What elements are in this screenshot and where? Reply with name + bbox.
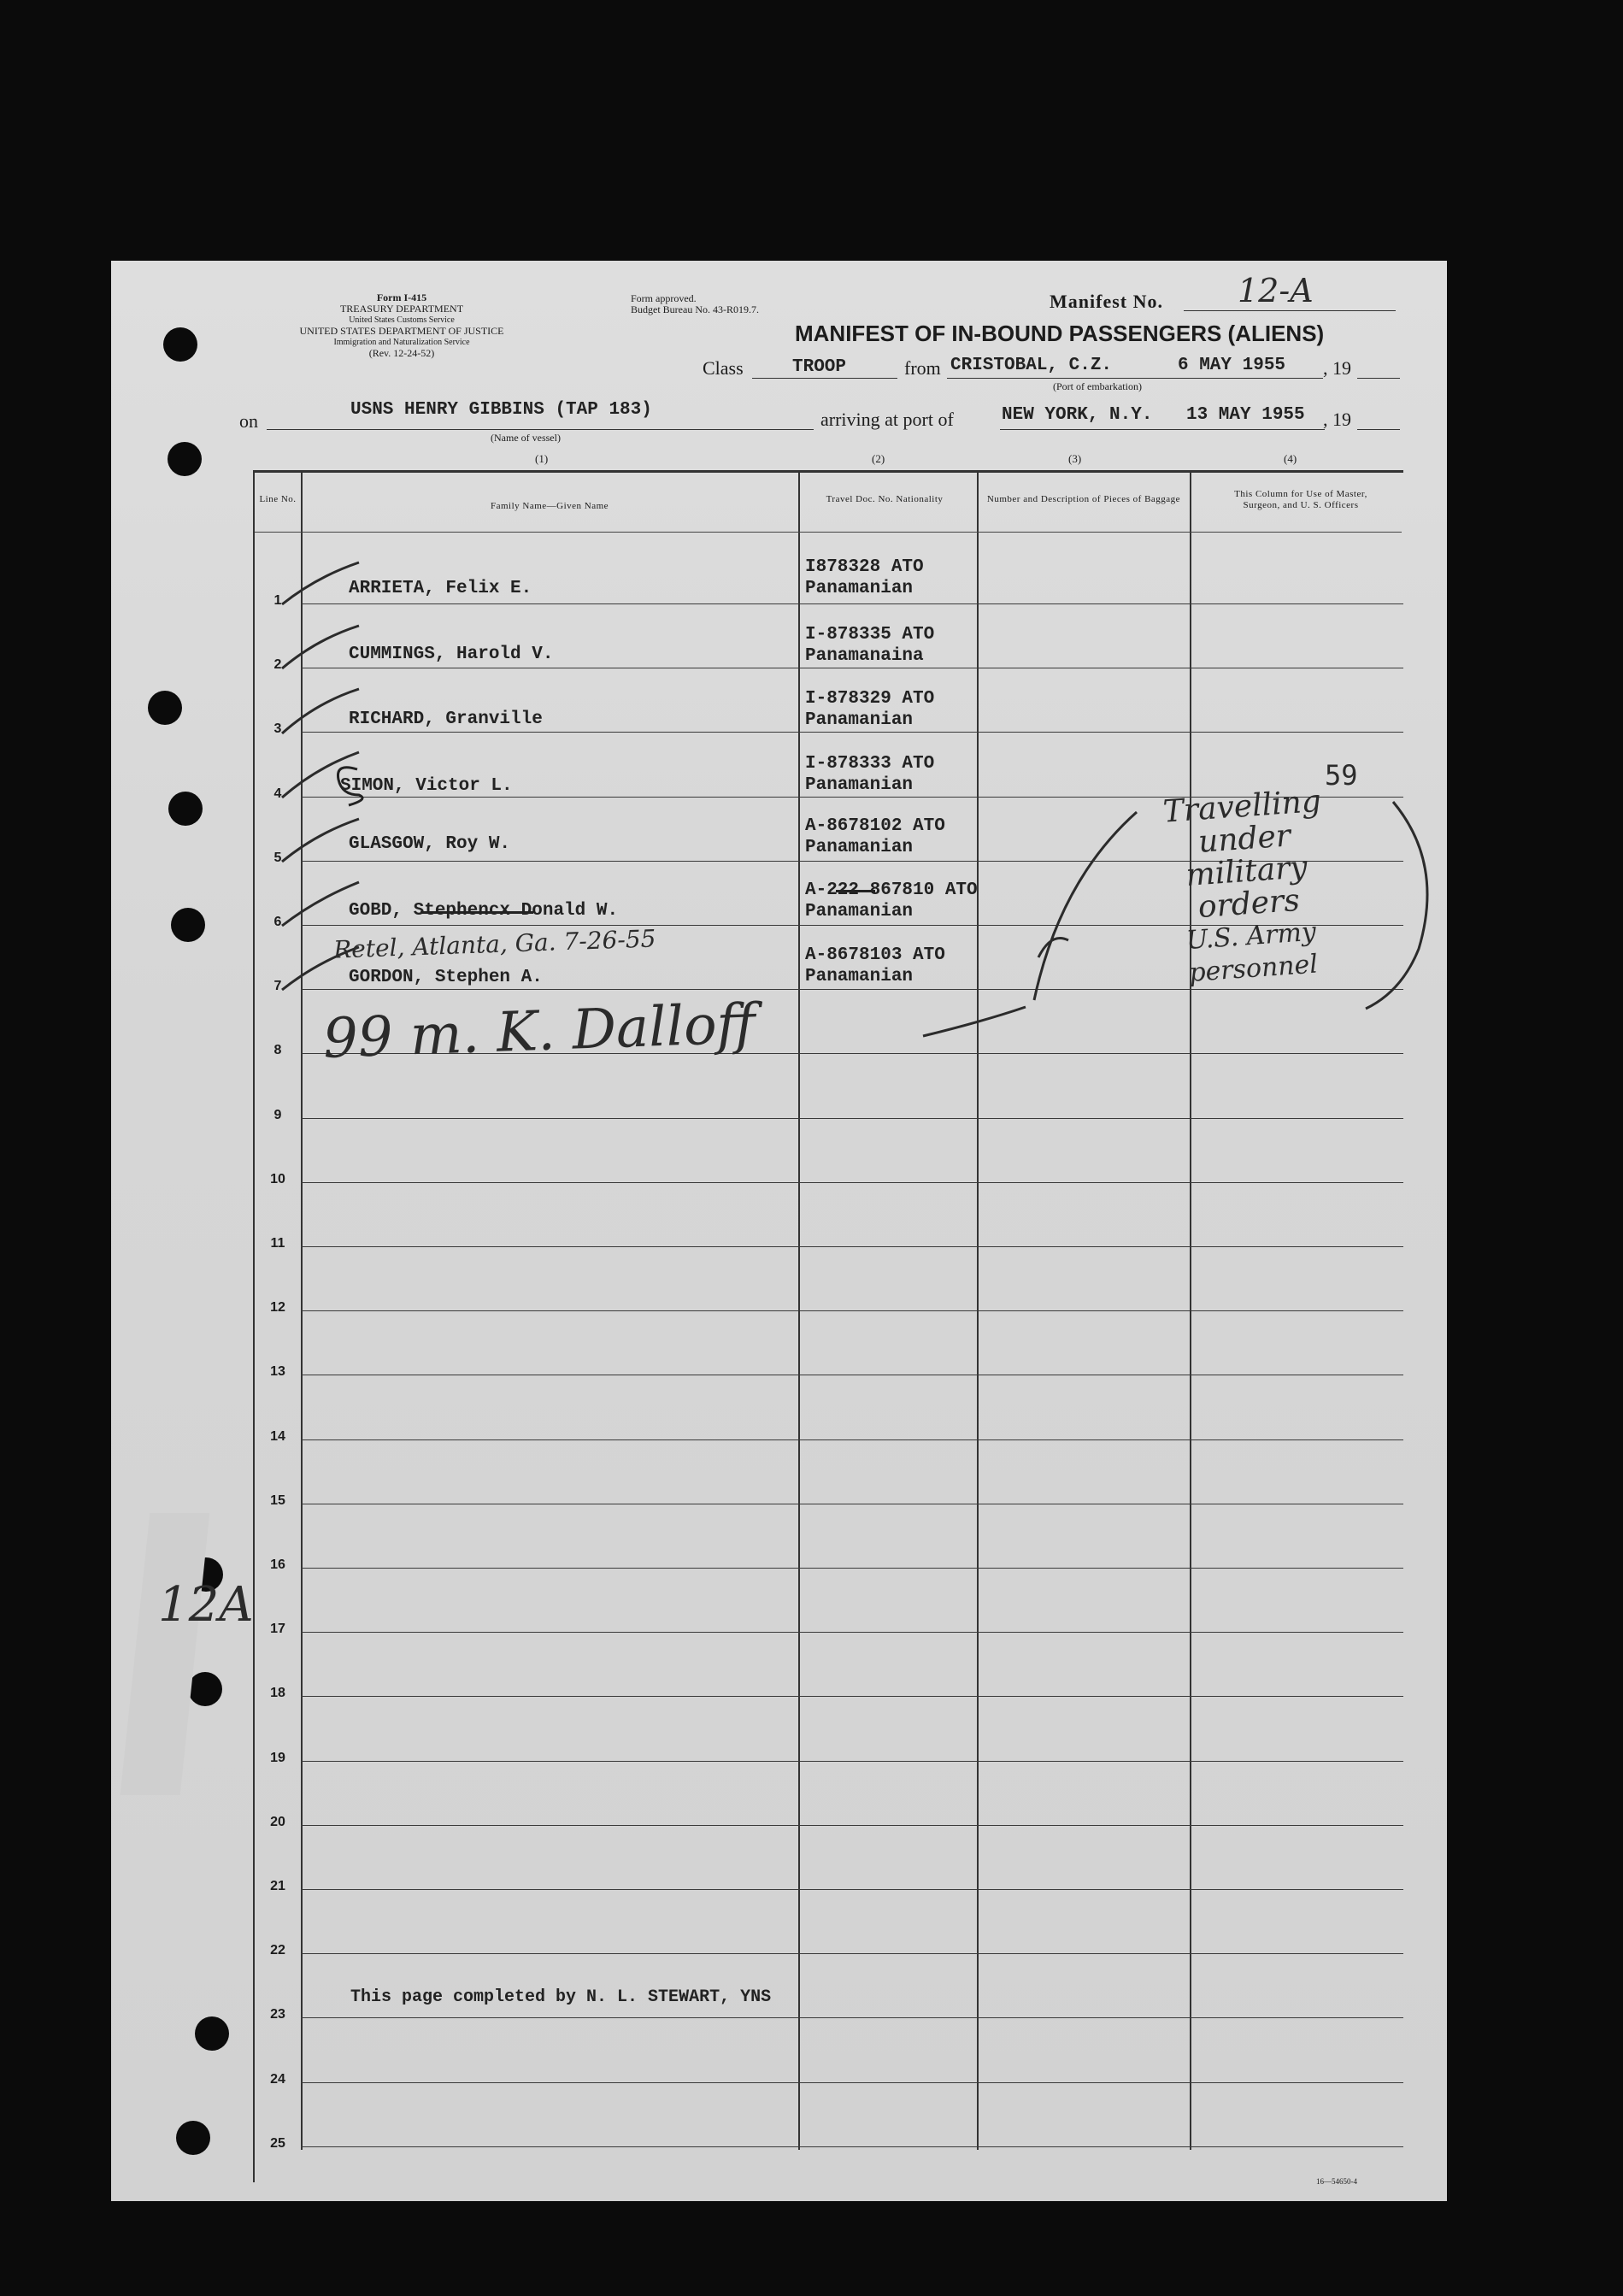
- bracket-right: [1366, 802, 1427, 1009]
- check-mark: [282, 947, 359, 990]
- line-number: 1: [273, 593, 282, 608]
- line-number: 20: [270, 1814, 285, 1829]
- col-header-officers: This Column for Use of Master, Surgeon, and U. S. Officers: [1234, 489, 1367, 510]
- from-value: CRISTOBAL, C.Z.: [950, 356, 1113, 375]
- row-1-name: ARRIETA, Felix E.: [349, 579, 532, 598]
- class-label: Class: [703, 357, 744, 379]
- check-mark: [282, 626, 359, 668]
- row-7-doc: A-8678103 ATO: [805, 945, 945, 965]
- line-number: 9: [273, 1107, 282, 1122]
- col-num-4: (4): [1284, 452, 1297, 465]
- check-mark: [282, 819, 359, 862]
- page-title: MANIFEST OF IN-BOUND PASSENGERS (ALIENS): [795, 321, 1325, 346]
- form-header: Form I-415 TREASURY DEPARTMENT United States Customs Service UNITED STATES DEPARTMENT OF JUSTICE Immigration and Naturalization Service (Rev. 12-24-52): [299, 291, 504, 359]
- row-4-doc: I-878333 ATO: [805, 754, 935, 774]
- line-number: 13: [270, 1364, 285, 1380]
- row-5-name: GLASGOW, Roy W.: [349, 834, 511, 854]
- row-5-doc: A-8678102 ATO: [805, 816, 945, 836]
- row-4-name: SIMON, Victor L.: [340, 776, 513, 796]
- annotation-59: 59: [1325, 759, 1358, 792]
- manifest-no-label: Manifest No.: [1050, 291, 1163, 312]
- line-number: 15: [270, 1492, 285, 1508]
- port-embark-caption: (Port of embarkation): [1053, 380, 1142, 392]
- col-header-name: Family Name—Given Name: [490, 501, 609, 511]
- on-label: on: [239, 410, 258, 432]
- printer-code: 16—54650-4: [1316, 2177, 1357, 2186]
- arrival-port: NEW YORK, N.Y.: [1002, 405, 1153, 425]
- handwritten-bracket-note: Travelling under military orders U.S. Army personnel: [1161, 783, 1323, 988]
- check-mark: [282, 689, 359, 733]
- row-2-nationality: Panamanaina: [805, 646, 924, 666]
- form-approved: Form approved. Budget Bureau No. 43-R019.7.: [631, 292, 759, 315]
- line-number: 3: [273, 721, 282, 737]
- row-7-nationality: Panamanian: [805, 967, 914, 986]
- vessel-caption: (Name of vessel): [491, 432, 561, 444]
- completed-by: This page completed by N. L. STEWART, YNS: [350, 1987, 772, 2007]
- bracket: [1034, 812, 1137, 1000]
- manifest-no-value: 12-A: [1238, 272, 1314, 309]
- class-value: TROOP: [792, 357, 847, 377]
- line-number: 12: [270, 1300, 285, 1316]
- check-mark: [282, 752, 359, 798]
- handwritten-signature: 99 m. K. Dalloff: [321, 992, 757, 1071]
- line-number: 18: [270, 1686, 285, 1701]
- line-number: 19: [270, 1750, 285, 1765]
- line-number: 21: [270, 1879, 285, 1893]
- row-1-nationality: Panamanian: [805, 579, 914, 598]
- line-number: 17: [270, 1622, 285, 1637]
- line-number: 11: [270, 1236, 285, 1251]
- line-number: 5: [273, 850, 282, 865]
- line-number: 10: [270, 1171, 285, 1186]
- line-number: 16: [270, 1557, 285, 1572]
- line-number: 6: [273, 915, 282, 929]
- line-number: 14: [270, 1428, 285, 1444]
- col-num-1: (1): [535, 452, 549, 465]
- year-suffix: , 19: [1323, 357, 1351, 379]
- row-6-doc: A-222 867810 ATO: [805, 880, 978, 900]
- from-label: from: [904, 357, 941, 379]
- row-6-nationality: Panamanian: [805, 902, 914, 921]
- arrival-date: 13 MAY 1955: [1186, 405, 1305, 425]
- check-mark: [282, 562, 359, 604]
- row-5-nationality: Panamanian: [805, 838, 914, 857]
- row-1-doc: I878328 ATO: [805, 557, 924, 577]
- col-num-2: (2): [872, 452, 885, 465]
- from-date: 6 MAY 1955: [1178, 356, 1286, 375]
- side-mark: 12A: [158, 1577, 254, 1633]
- col-header-line-no: Line No.: [259, 494, 297, 504]
- row-2-doc: I-878335 ATO: [805, 625, 935, 645]
- signature-tail: [923, 1007, 1026, 1036]
- col-header-travel-doc: Travel Doc. No. Nationality: [826, 494, 944, 504]
- s-overwrite: [338, 768, 362, 805]
- vessel-name: USNS HENRY GIBBINS (TAP 183): [350, 400, 652, 420]
- row-2-name: CUMMINGS, Harold V.: [349, 645, 554, 664]
- line-number: 25: [270, 2135, 285, 2151]
- line-number: 4: [273, 786, 282, 801]
- arriving-label: arriving at port of: [820, 409, 954, 430]
- handwritten-retel-note: Retel, Atlanta, Ga. 7-26-55: [332, 924, 656, 964]
- row-6-name: GOBD, Stephencx Donald W.: [349, 901, 619, 921]
- line-number: 8: [273, 1043, 282, 1058]
- row-7-name: GORDON, Stephen A.: [349, 968, 543, 987]
- check-mark: [282, 882, 359, 926]
- row-4-nationality: Panamanian: [805, 775, 914, 795]
- col-num-3: (3): [1068, 452, 1082, 465]
- col-header-baggage: Number and Description of Pieces of Baggage: [986, 494, 1181, 504]
- line-number: 22: [270, 1943, 285, 1958]
- line-number: 7: [273, 979, 282, 994]
- row-3-name: RICHARD, Granville: [349, 709, 543, 729]
- year-suffix-2: , 19: [1323, 409, 1351, 430]
- line-number: 2: [273, 657, 282, 673]
- row-3-nationality: Panamanian: [805, 710, 914, 730]
- row-3-doc: I-878329 ATO: [805, 689, 935, 709]
- line-number: 23: [270, 2007, 285, 2022]
- line-number: 24: [270, 2071, 285, 2087]
